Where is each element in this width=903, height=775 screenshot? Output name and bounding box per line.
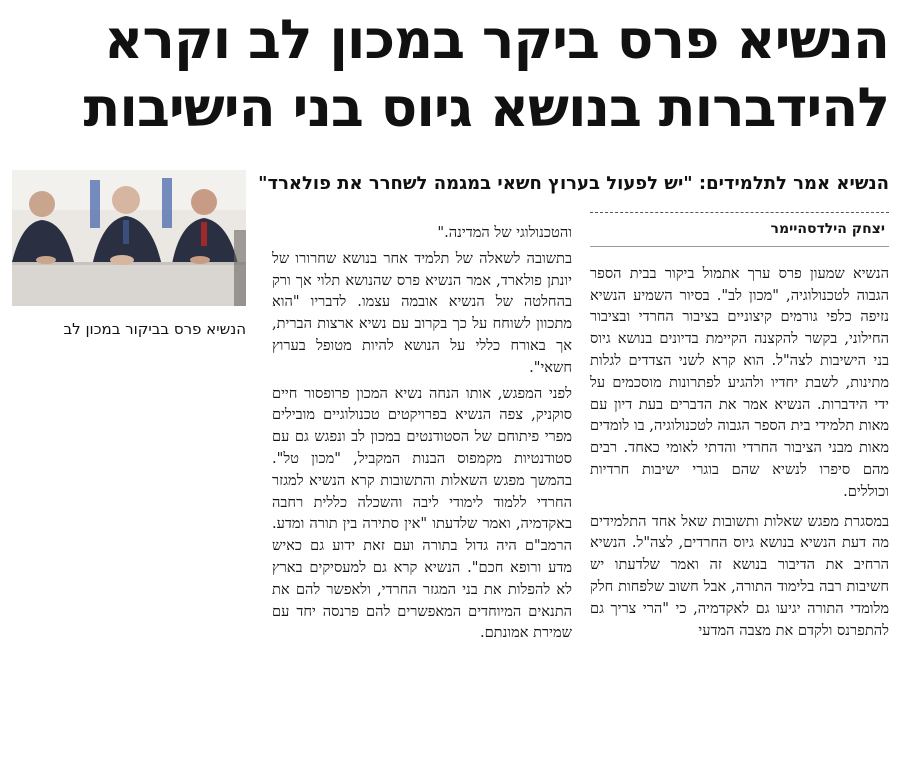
column1-paragraph-2: במסגרת מפגש שאלות ותשובות שאל אחד התלמידים מה דעת הנשיא בנושא גיוס החרדים, לצה"ל. הנשיא הרחיב את הדיבור בנושא זה ואמר שלדעתו יש חשיבות רבה בלימוד התורה, אבל חשוב שלפחות חלק מלומדי התורה יגיעו גם לאקדמיה, כי "הרי צריך גם להתפרנס ולקדם את מצבה המדעי	[590, 512, 889, 639]
headline	[14, 6, 889, 142]
article-column-2	[272, 222, 572, 644]
photo-illustration	[12, 170, 246, 306]
article-photo	[12, 170, 246, 306]
headline-line-2: להידברות בנושא גיוס בני הישיבות	[83, 76, 889, 139]
byline: יצחק הילדסהיימר	[590, 212, 889, 247]
subheadline: הנשיא אמר לתלמידים: "יש לפעול בערוץ חשאי במגמה לשחרר את פולארד"	[258, 173, 889, 194]
headline-line-1: הנשיא פרס ביקר במכון לב וקרא	[104, 8, 889, 71]
column2-paragraph-2: לפני המפגש, אותו הנחה נשיא המכון פרופסור חיים סוקניק, צפה הנשיא בפרויקטים טכנולוגיים מובילים מפרי פיתוחם של הסטודנטים במכון לב ונפגש גם עם סטודנטיות מקמפוס הבנות המקביל, "מכון טל". בהמשך מפגש השאלות והתשובות קרא הנשיא למגזר החרדי ללמוד לימודי ליבה והשכלה כללית רחבה באקדמיה, ואמר שלדעתו "אין סתירה בין תורה ומדע. הרמב"ם היה גדול בתורה ועם זאת ידוע גם כאיש מדע ורופא חכם". הנשיא קרא גם למעסיקים בארץ לא להפלות את בני המגזר החרדי, ולאפשר להם את התנאים המיוחדים המאפשרים להם פרנסה יחד עם שמירת אמונתם.	[272, 384, 572, 642]
photo-caption: הנשיא פרס בביקור במכון לב	[63, 320, 246, 338]
column1-paragraph-1: הנשיא שמעון פרס ערך אתמול ביקור בבית הספר הגבוה לטכנולוגיה, "מכון לב". בסיור השמיע הנשיא נזיפה כלפי גורמים קיצוניים בציבור החרדי ובציבור החילוני, בקשר להקצנה הקיימת בדיונים בנושא גיוס בני הישיבות לצה"ל. הוא קרא לשני הצדדים לגלות מתינות, לשבת יחדיו ולהגיע לפתרונות מוסכמים על ידי הידברות. הנשיא אמר את הדברים בעת דיון עם מאות תלמידי בית הספר הגבוה לטכנולוגיה, בו לומדים מאות מבני הציבור החרדי והדתי לאומי כאחד. רבים מהם סיפרו לנשיא שהם בוגרי ישיבות חרדיות וכוללים.	[590, 264, 889, 500]
column2-paragraph-1: בתשובה לשאלה של תלמיד אחר בנושא שחרורו של יונתן פולארד, אמר הנשיא פרס שהנושא תלוי אך ורק בהחלטה של הנשיא אובמה עצמו. לדבריו "הוא מתכוון לשוחח על כך בקרוב עם נשיא ארצות הברית, אך באורח כללי על הנושא להיות מטופל בערוץ חשאי".	[272, 249, 572, 376]
article-column-1	[590, 212, 889, 641]
column2-paragraph-0: והטכנולוגי של המדינה."	[437, 224, 572, 241]
